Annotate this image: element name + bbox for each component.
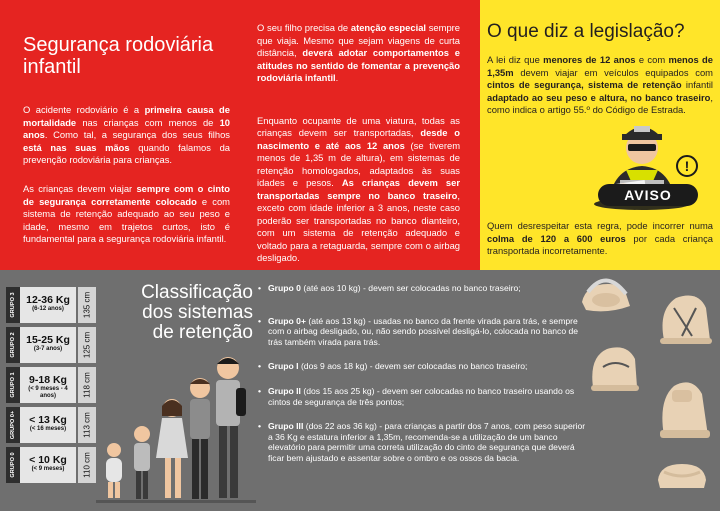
legislation-title: O que diz a legislação?: [487, 21, 685, 42]
infant-carrier-seat-icon: [578, 272, 634, 314]
warning-icon: !: [676, 155, 698, 177]
group-row: GRUPO 1 9-18 Kg (< 9 meses - 4 anos) 118 cm: [6, 367, 96, 403]
family-illustration: [96, 350, 256, 510]
group-row: GRUPO 3 12-36 Kg (6-12 anos) 135 cm: [6, 287, 96, 323]
list-item: • Grupo 0+ (até aos 13 kg) - usadas no banco da frente virada para trás, e sempre com o airbag desligado, ou, não sendo possível desligá-lo, colocada no banco de trás também virada para trás.: [258, 316, 590, 348]
groups-list: [258, 283, 590, 464]
intro-paragraph-1: O acidente rodoviário é a primeira causa de mortalidade nas crianças com menos de 10 anos. Como tal, a segurança dos seus filhos está nas suas mãos quando falamos da prevenção rodoviária para crianças.: [23, 104, 231, 166]
middle-paragraph-1: O seu filho precisa de atenção especial sempre que viaja. Mesmo que sejam viagens de curta distância, deverá adotar comportamentos e atitudes no sentido de fomentar a prevenção rodoviária infantil.: [257, 22, 460, 83]
legislation-paragraph-2: Quem desrespeitar esta regra, pode incorrer numa colma de 120 a 600 euros por cada criança transportada incorretamente.: [487, 220, 713, 257]
list-item: • Grupo I (dos 9 aos 18 kg) - devem ser colocadas no banco traseiro;: [258, 361, 590, 372]
classification-title: Classificação dos sistemas de retenção: [141, 282, 253, 343]
intro-paragraph-2: As crianças devem viajar sempre com o cinto de segurança corretamente colocado e com sistema de retenção adequado ao seu peso e idade, mesmo em trajetos curtos, isto é fundamental para a segurança rodoviária infantil.: [23, 182, 230, 245]
middle-paragraph-2: Enquanto ocupante de uma viatura, todas as crianças devem ser transportadas, desde o nascimento e até aos 12 anos (se tiverem menos de 1,35 m de altura), em sistemas de retenção homologados, adaptados às suas idades e pesos. As crianças devem ser transportadas sempre no banco traseiro, exceto com idade inferior a 3 anos, neste caso poderão ser transportadas no banco dianteiro, com um sistema de retenção adequado e voltado para a retaguarda, sempre com o airbag desligado.: [257, 114, 461, 263]
child-seat-0plus-icon: [652, 290, 714, 348]
group-row: GRUPO 0+ < 13 Kg (< 16 meses) 113 cm: [6, 407, 96, 443]
booster-cushion-group3-icon: [654, 450, 710, 492]
group-row: GRUPO 0 < 10 Kg (< 9 meses) 110 cm: [6, 447, 96, 483]
intro-column: [23, 34, 230, 262]
page-title: Segurança rodoviária infantil: [23, 34, 214, 78]
legislation-paragraph-1: A lei diz que menores de 12 anos e com menos de 1,35m devem viajar em veículos equipados com cintos de segurança, sistema de retenção infantil adaptado ao seu peso e altura, no banco traseiro, como indica o artigo 55.º do Código de Estrada.: [487, 54, 713, 116]
booster-seat-group2-icon: [650, 378, 712, 440]
list-item: • Grupo 0 (até aos 10 kg) - devem ser colocadas no banco traseiro;: [258, 283, 590, 294]
child-seat-group1-icon: [585, 343, 641, 393]
middle-column: [257, 22, 460, 265]
list-item: • Grupo III (dos 22 aos 36 kg) - para crianças a partir dos 7 anos, com peso superior a 36 Kg e estatura inferior a 1,35m, recomenda-se a utilização de um banco elevatório para permitir uma correta utilização do cinto de segurança que deverá ficar bem ajustado e assentar sobre o ombro e os ossos da bacia.: [258, 421, 590, 463]
aviso-badge: AVISO: [598, 184, 698, 206]
list-item: • Grupo II (dos 15 aos 25 kg) - devem ser colocadas no banco traseiro usando os cintos de segurança de três pontos;: [258, 386, 590, 407]
group-row: GRUPO 2 15-25 Kg (3-7 anos) 125 cm: [6, 327, 96, 363]
